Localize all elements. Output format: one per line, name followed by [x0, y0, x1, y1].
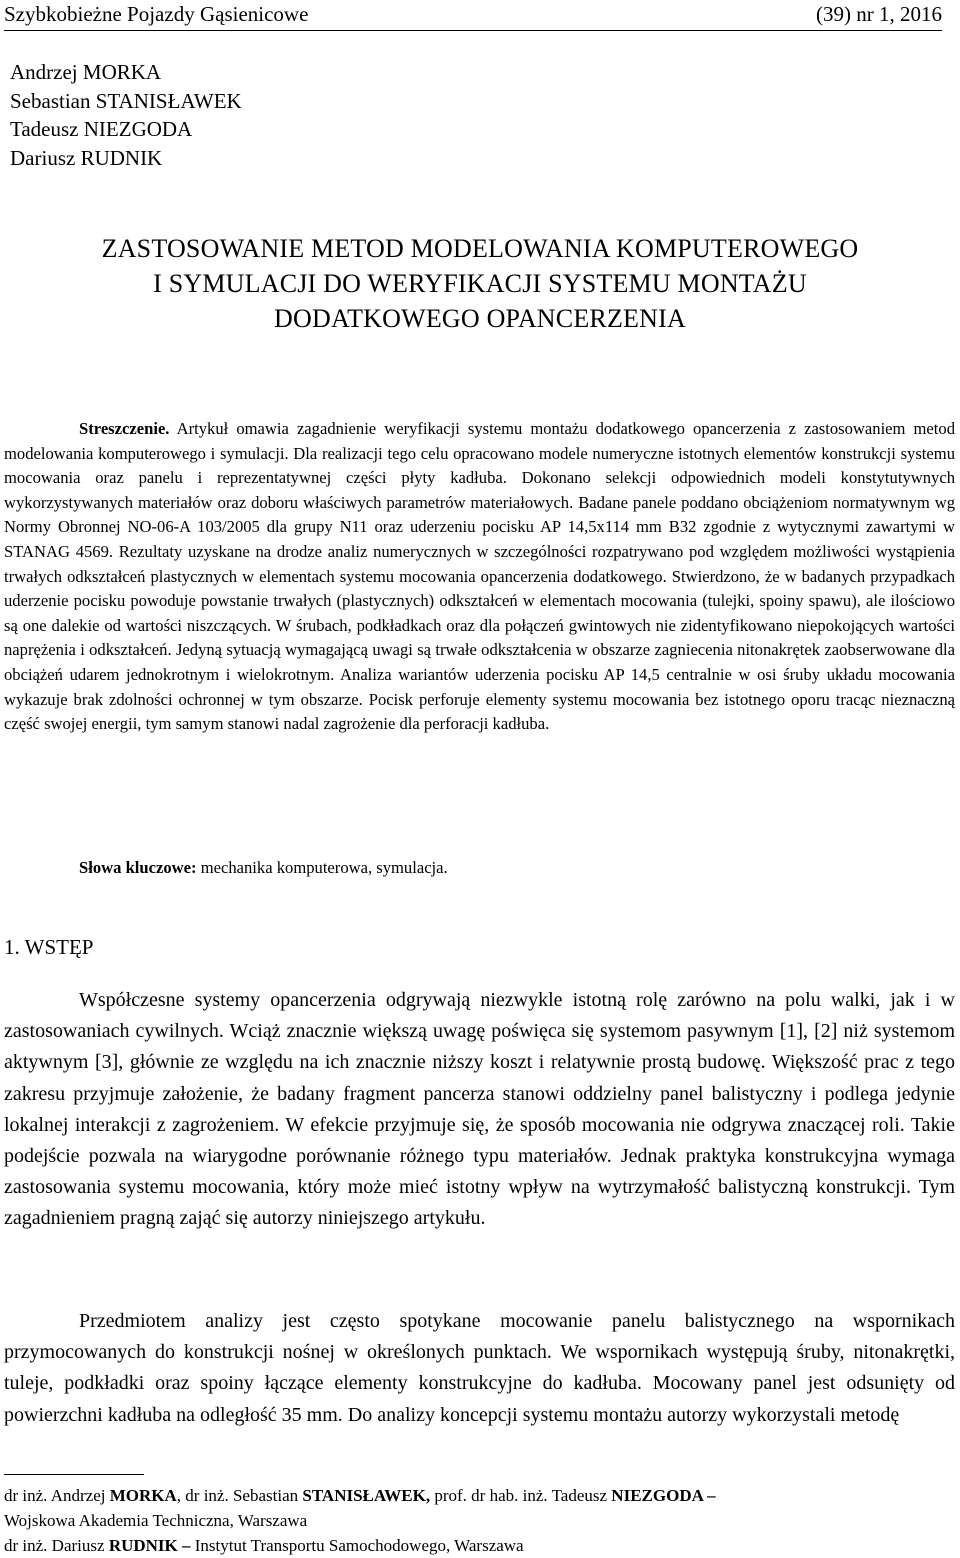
footnote-divider [4, 1474, 144, 1475]
author-last-name: NIEZGODA [83, 117, 193, 141]
footnote-line [4, 1483, 959, 1508]
section-number: 1. [4, 935, 20, 959]
section-heading [4, 932, 93, 962]
affiliation: Instytut Transportu Samochodowego, Warszawa [194, 1536, 524, 1555]
author [10, 115, 242, 144]
author-list [10, 58, 242, 172]
body-paragraph: Przedmiotem analizy jest często spotykane mocowanie panelu balistycznego na wspornikach przymocowanych do konstrukcji nośnej w określonych punktach. We wspornikach występują śruby, nitonakrętki, tuleje, podkładki oraz spoiny łączące elementy konstrukcyjne do kadłuba. Mocowany panel jest odsunięty od powierzchni kadłuba na odległość 35 mm. Do analizy koncepcji systemu montażu autorzy wykorzystali metodę [4, 1310, 955, 1426]
footnotes [4, 1483, 959, 1558]
title-line: DODATKOWEGO OPANCERZENIA [274, 304, 686, 333]
paper-title [0, 231, 960, 336]
title-line: ZASTOSOWANIE METOD MODELOWANIA KOMPUTEROWEGO [101, 234, 859, 263]
footnote-line [4, 1533, 959, 1558]
body-paragraph: Współczesne systemy opancerzenia odgrywają niezwykle istotną rolę zarówno na polu walki, jak i w zastosowaniach cywilnych. Wciąż znacznie większą uwagę poświęca się systemom pasywnym [1], [2] niż systemom aktywnym [3], głównie ze względu na ich znacznie niższy koszt i relatywnie prostą budowę. Większość prac z tego zakresu przyjmuje założenie, że badany fragment pancerza stanowi oddzielny panel balistyczny i podlega jedynie lokalnej interakcji z zagrożeniem. W efekcie przyjmuje się, że sposób mocowania nie odgrywa znaczącej roli. Takie podejście pozwala na wiarygodne porównanie różnego typu materiałów. Jednak praktyka konstrukcyjna wymaga zastosowania systemu mocowania, który może mieć istotny wpływ na wytrzymałość balistyczną konstrukcji. Tym zagadnieniem pragną zająć się autorzy niniejszego artykułu. [4, 989, 955, 1230]
author-title: dr inż. Dariusz [4, 1536, 105, 1555]
title-line: I SYMULACJI DO WERYFIKACJI SYSTEMU MONTAŻU [153, 269, 807, 298]
author [10, 144, 242, 173]
author-name: MORKA [109, 1486, 177, 1505]
abstract-label: Streszczenie. [79, 419, 170, 438]
keywords-label: Słowa kluczowe: [79, 858, 197, 877]
keywords [79, 856, 448, 880]
author [10, 58, 242, 87]
author [10, 87, 242, 116]
author-name: RUDNIK – [108, 1536, 191, 1555]
author-name: NIEZGODA – [611, 1486, 716, 1505]
author-first-name: Andrzej [10, 60, 78, 84]
author-title: prof. dr hab. inż. Tadeusz [434, 1486, 608, 1505]
author-last-name: MORKA [82, 60, 162, 84]
author-first-name: Dariusz [10, 145, 76, 170]
issue-number: (39) nr 1, 2016 [816, 2, 942, 26]
section-title: WSTĘP [24, 935, 94, 959]
abstract-text: Artykuł omawia zagadnienie weryfikacji systemu montażu dodatkowego opancerzenia z zastosowaniem metod modelowania komputerowego i symulacji. Dla realizacji tego celu opracowano modele numeryczne istotnych elementów konstrukcji systemu mocowania oraz panelu i reprezentatywnej części płyty kadłuba. Dokonano selekcji odpowiednich modeli konstytutywnych wykorzystywanych materiałów oraz doboru właściwych parametrów materiałowych. Badane panele poddano obciążeniom normatywnym wg Normy Obronnej NO-06-A 103/2005 dla grupy N11 oraz uderzeniu pocisku AP 14,5x114 mm B32 zgodnie z wytycznymi zawartymi w STANAG 4569. Rezultaty uzyskane na drodze analiz numerycznych w szczególności rozpatrywano pod względem możliwości wystąpienia trwałych odkształceń plastycznych w elementach systemu mocowania opancerzenia dodatkowego. Stwierdzono, że w badanych przypadkach uderzenie pocisku powoduje powstanie trwałych (plastycznych) odkształceń w elementach mocowania (tulejki, spoiny spawu), ale ilościowo są one dalekie od wartości niszczących. W śrubach, podkładkach oraz dla połączeń gwintowych nie zidentyfikowano niepokojących wartości naprężenia i odkształceń. Jedyną sytuacją wymagającą uwagi są trwałe odkształcenia w obszarze zagniecenia nitonakrętek zaobserwowane dla obciążeń udarem jednokrotnym i wielokrotnym. Analiza wariantów uderzenia pocisku AP 14,5 centralnie w osi śruby układu mocowania wykazuje brak zdolności ochronnej w tym obszarze. Pocisk perforuje elementy systemu mocowania bez istotnego oporu tracąc nieznaczną część swojej energii, tym samym stanowi nadal zagrożenie dla perforacji kadłuba. [4, 419, 956, 734]
footnote-line: Wojskowa Akademia Techniczna, Warszawa [4, 1511, 308, 1530]
author-last-name: RUDNIK [80, 145, 163, 170]
author-first-name: Tadeusz [10, 117, 79, 141]
author-title: , dr inż. Sebastian [176, 1486, 299, 1505]
author-name: STANISŁAWEK, [302, 1486, 431, 1505]
journal-name: Szybkobieżne Pojazdy Gąsienicowe [4, 2, 309, 26]
author-title: dr inż. Andrzej [4, 1486, 106, 1505]
author-last-name: STANISŁAWEK [95, 88, 242, 113]
keywords-text: mechanika komputerowa, symulacja. [200, 858, 448, 877]
running-header [4, 0, 942, 31]
abstract [4, 417, 955, 737]
author-first-name: Sebastian [10, 88, 91, 113]
